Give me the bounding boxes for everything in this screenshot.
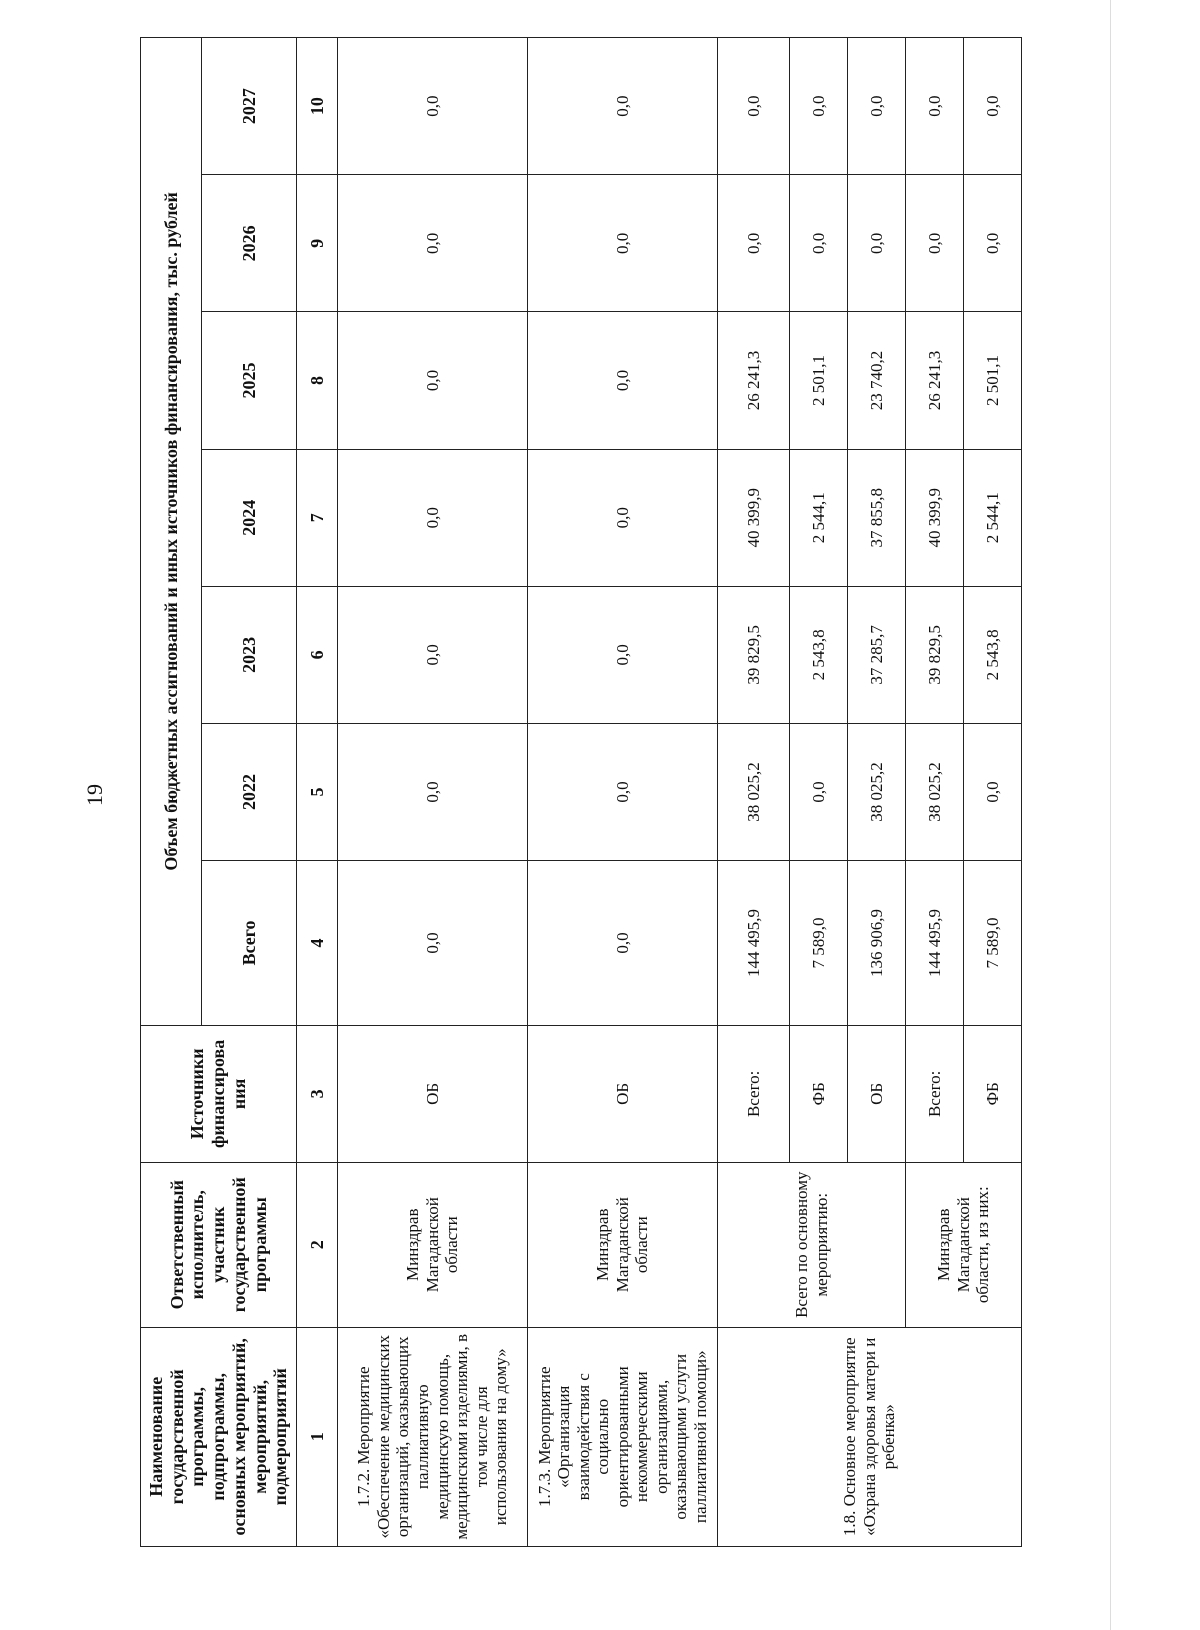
executor: Всего по основному мероприятию: bbox=[718, 1162, 906, 1327]
activity-name: 1.7.2. Мероприятие «Обеспечение медицинских организаций, оказывающих паллиативную медицинскую помощь, медицинскими изделиями, в том числе для использования на дому» bbox=[338, 1327, 528, 1546]
value-2022: 0,0 bbox=[964, 723, 1022, 860]
page-number: 19 bbox=[82, 784, 107, 806]
value-2025: 23 740,2 bbox=[848, 312, 906, 449]
value-total: 0,0 bbox=[528, 861, 718, 1026]
header-year-total: Всего bbox=[202, 861, 297, 1026]
funding-source: Всего: bbox=[906, 1025, 964, 1162]
value-2025: 26 241,3 bbox=[906, 312, 964, 449]
table-row-1-8-minzdrav-total bbox=[906, 38, 964, 1547]
value-2024: 37 855,8 bbox=[848, 449, 906, 586]
col-number: 1 bbox=[297, 1327, 338, 1546]
value-2027: 0,0 bbox=[718, 38, 790, 175]
table-row-1-7-2 bbox=[338, 38, 528, 1547]
value-2023: 0,0 bbox=[338, 586, 528, 723]
value-2024: 0,0 bbox=[338, 449, 528, 586]
value-2024: 40 399,9 bbox=[718, 449, 790, 586]
executor: Минздрав Магаданской области, из них: bbox=[906, 1162, 1022, 1327]
header-source: Источники финансирова ния bbox=[141, 1025, 297, 1162]
value-2022: 38 025,2 bbox=[718, 723, 790, 860]
value-2026: 0,0 bbox=[718, 175, 790, 312]
value-total: 144 495,9 bbox=[906, 861, 964, 1026]
value-2027: 0,0 bbox=[528, 38, 718, 175]
header-funding: Объем бюджетных ассигнований и иных источников финансирования, тыс. рублей bbox=[141, 38, 202, 1026]
value-2023: 37 285,7 bbox=[848, 586, 906, 723]
col-number: 5 bbox=[297, 723, 338, 860]
value-2023: 39 829,5 bbox=[718, 586, 790, 723]
table-row-1-7-3 bbox=[528, 38, 718, 1547]
activity-name: 1.7.3. Мероприятие «Организация взаимодействия с социально ориентированными некоммерческими организациями, оказывающими услуги паллиативной помощи» bbox=[528, 1327, 718, 1546]
col-number: 4 bbox=[297, 861, 338, 1026]
funding-table bbox=[140, 37, 1022, 1547]
funding-source: ФБ bbox=[790, 1025, 848, 1162]
value-2023: 0,0 bbox=[528, 586, 718, 723]
value-2025: 0,0 bbox=[528, 312, 718, 449]
col-number: 3 bbox=[297, 1025, 338, 1162]
rotated-table-container bbox=[140, 37, 1060, 1547]
value-2027: 0,0 bbox=[906, 38, 964, 175]
executor: Минздрав Магаданской области bbox=[338, 1162, 528, 1327]
activity-name: 1.8. Основное мероприятие «Охрана здоровья матери и ребенка» bbox=[718, 1327, 1022, 1546]
value-2025: 2 501,1 bbox=[790, 312, 848, 449]
value-2022: 0,0 bbox=[338, 723, 528, 860]
header-year-2025: 2025 bbox=[202, 312, 297, 449]
value-2027: 0,0 bbox=[790, 38, 848, 175]
header-year-2026: 2026 bbox=[202, 175, 297, 312]
value-total: 144 495,9 bbox=[718, 861, 790, 1026]
header-executor: Ответственный исполнитель, участник государственной программы bbox=[141, 1162, 297, 1327]
value-2027: 0,0 bbox=[338, 38, 528, 175]
value-2025: 0,0 bbox=[338, 312, 528, 449]
col-number: 7 bbox=[297, 449, 338, 586]
value-2022: 38 025,2 bbox=[906, 723, 964, 860]
value-2022: 0,0 bbox=[528, 723, 718, 860]
value-2023: 2 543,8 bbox=[964, 586, 1022, 723]
value-total: 136 906,9 bbox=[848, 861, 906, 1026]
value-2024: 0,0 bbox=[528, 449, 718, 586]
value-2026: 0,0 bbox=[964, 175, 1022, 312]
value-2026: 0,0 bbox=[528, 175, 718, 312]
value-2023: 39 829,5 bbox=[906, 586, 964, 723]
scan-edge-line bbox=[1110, 0, 1111, 1630]
value-2026: 0,0 bbox=[906, 175, 964, 312]
value-2026: 0,0 bbox=[790, 175, 848, 312]
column-number-row bbox=[297, 38, 338, 1547]
value-total: 0,0 bbox=[338, 861, 528, 1026]
value-2025: 26 241,3 bbox=[718, 312, 790, 449]
funding-source: ОБ bbox=[848, 1025, 906, 1162]
value-2022: 0,0 bbox=[790, 723, 848, 860]
funding-source: Всего: bbox=[718, 1025, 790, 1162]
executor: Минздрав Магаданской области bbox=[528, 1162, 718, 1327]
value-total: 7 589,0 bbox=[790, 861, 848, 1026]
value-2024: 40 399,9 bbox=[906, 449, 964, 586]
funding-source: ОБ bbox=[528, 1025, 718, 1162]
header-year-2024: 2024 bbox=[202, 449, 297, 586]
col-number: 9 bbox=[297, 175, 338, 312]
col-number: 2 bbox=[297, 1162, 338, 1327]
value-total: 7 589,0 bbox=[964, 861, 1022, 1026]
value-2027: 0,0 bbox=[964, 38, 1022, 175]
value-2026: 0,0 bbox=[848, 175, 906, 312]
value-2023: 2 543,8 bbox=[790, 586, 848, 723]
header-name: Наименование государственной программы, подпрограммы, основных мероприятий, мероприятий, подмероприятий bbox=[141, 1327, 297, 1546]
value-2026: 0,0 bbox=[338, 175, 528, 312]
table-row-1-8-total bbox=[718, 38, 790, 1547]
funding-source: ОБ bbox=[338, 1025, 528, 1162]
header-year-2022: 2022 bbox=[202, 723, 297, 860]
funding-source: ФБ bbox=[964, 1025, 1022, 1162]
header-year-2023: 2023 bbox=[202, 586, 297, 723]
col-number: 6 bbox=[297, 586, 338, 723]
header-year-2027: 2027 bbox=[202, 38, 297, 175]
col-number: 10 bbox=[297, 38, 338, 175]
col-number: 8 bbox=[297, 312, 338, 449]
value-2024: 2 544,1 bbox=[790, 449, 848, 586]
value-2022: 38 025,2 bbox=[848, 723, 906, 860]
value-2025: 2 501,1 bbox=[964, 312, 1022, 449]
value-2027: 0,0 bbox=[848, 38, 906, 175]
value-2024: 2 544,1 bbox=[964, 449, 1022, 586]
